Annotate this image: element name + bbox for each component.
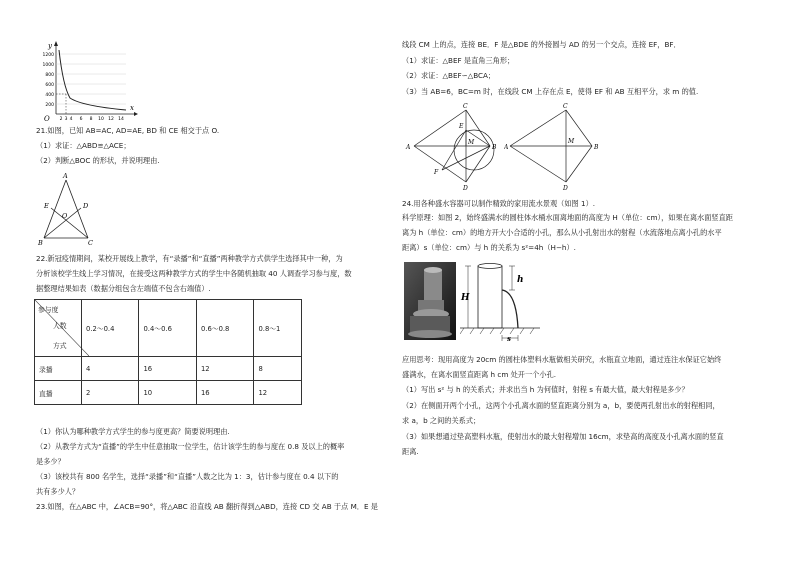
depth-h-label: h [517, 275, 524, 285]
q22-part3: （3）该校共有 800 名学生，选择“录播”和“直播”人数之比为 1：3，估计参与度在 0.4 以下的 [36, 472, 339, 481]
point-label: D [563, 185, 568, 192]
point-label: E [44, 202, 49, 210]
table-cell: 16 [196, 381, 253, 405]
q23-line: 23.如图，在△ABC 中，∠ACB=90°，将△ABC 沿直线 AB 翻折得到△ABD，连接 CD 交 AB 于点 M．E 是 [36, 502, 378, 511]
table-cell: 16 [139, 357, 196, 381]
x-tick-label: 10 [98, 117, 104, 122]
point-label: B [492, 144, 497, 151]
x-tick-label: 4 [69, 117, 73, 122]
q21-part1: （1）求证：△ABD≌△ACE； [36, 141, 131, 150]
q24-line: 科学原理：如图 2，始终盛满水的圆柱体水桶水面离地面的高度为 H（单位：cm），如果在离水面竖直距 [402, 213, 733, 222]
water-feature-photo [404, 262, 456, 340]
range-s-label: s [507, 334, 511, 342]
table-header-row [35, 300, 302, 357]
y-tick-label: 200 [45, 103, 54, 108]
point-label: D [83, 202, 89, 210]
q22-line: 22.新冠疫情期间，某校开展线上教学，有“录播”和“直播”两种教学方式供学生选择其中一种，为 [36, 254, 343, 263]
table-cell: 4 [82, 357, 139, 381]
x-tick-label: 8 [89, 117, 93, 122]
corner-label-count: 人数 [53, 322, 67, 330]
corner-label-participation: 参与度 [38, 306, 59, 314]
table-cell: 10 [139, 381, 196, 405]
table-cell: 12 [254, 381, 302, 405]
q24-line: 距离）s（单位：cm）与 h 的关系为 s²=4h（H−h）. [402, 243, 576, 252]
q23-part1: （1）求证：△BEF 是直角三角形； [402, 56, 515, 65]
geometry-figure-q23-rhombus [504, 100, 604, 192]
y-tick-label: 1000 [42, 63, 54, 68]
survey-table [34, 299, 302, 405]
corner-label-method: 方式 [53, 342, 67, 350]
q23-part3: （3）当 AB=6，BC=m 时，在线段 CM 上存在点 E，使得 EF 和 AB 互相平分，求 m 的值. [402, 87, 699, 96]
inverse-function-graph [30, 40, 140, 122]
q24-application: 应用思考：现用高度为 20cm 的圆柱体塑料水瓶做相关研究，水瓶直立地面，通过连注水保证它始终 [402, 355, 722, 364]
point-label: E [459, 123, 464, 130]
point-label: O [62, 212, 68, 220]
q24-line: 24.用各种盛水容器可以制作精致的家用流水景观（如图 1）. [402, 199, 596, 208]
point-label: D [463, 185, 468, 192]
height-H-label: H [461, 293, 470, 303]
point-label: C [88, 239, 93, 246]
table-header: 0.8～1 [254, 300, 302, 357]
triangle-figure-q21 [36, 172, 96, 246]
table-cell: 12 [196, 357, 253, 381]
graph-x-label: x [130, 104, 134, 112]
table-header: 0.6～0.8 [196, 300, 253, 357]
point-label: M [468, 139, 475, 146]
q24-part3-cont: 距离. [402, 447, 419, 456]
table-header: 0.4～0.6 [139, 300, 196, 357]
point-label: A [504, 144, 509, 151]
table-cell: 2 [82, 381, 139, 405]
q21-line: 21.如图，已知 AB=AC, AD=AE, BD 和 CE 相交于点 O. [36, 126, 220, 135]
graph-origin: O [44, 115, 50, 122]
table-row [35, 381, 302, 405]
y-tick-label: 600 [45, 83, 54, 88]
x-tick-label: 14 [118, 117, 124, 122]
cylinder-water-diagram [460, 262, 560, 342]
point-label: C [463, 103, 468, 110]
point-label: B [594, 144, 599, 151]
x-tick-label: 3 [64, 117, 68, 122]
q23-line: 线段 CM 上的点，连接 BE．F 是△BDE 的外接圆与 AD 的另一个交点，连接 EF，BF． [402, 40, 681, 49]
point-label: A [406, 144, 411, 151]
q24-line: 离为 h（单位：cm）的地方开大小合适的小孔，那么从小孔射出水的射程（水流落地点离小孔的水平 [402, 228, 722, 237]
point-label: B [38, 239, 43, 246]
q22-part1: （1）你认为哪种教学方式学生的参与度更高？简要说明理由. [36, 427, 230, 436]
x-tick-label: 12 [108, 117, 114, 122]
point-label: C [563, 103, 568, 110]
point-label: M [568, 138, 575, 145]
q22-part3-cont: 共有多少人？ [36, 487, 80, 496]
q23-part2: （2）求证：△BEF∽△BCA； [402, 71, 496, 80]
table-row [35, 357, 302, 381]
row-label: 直播 [35, 381, 82, 405]
point-label: A [63, 172, 68, 180]
q24-part3: （3）如果想通过垫高塑料水瓶，使射出水的最大射程增加 16cm，求垫高的高度及小孔离水面的竖直 [402, 432, 724, 441]
y-tick-label: 400 [45, 93, 54, 98]
table-header: 0.2～0.4 [82, 300, 139, 357]
table-corner-cell [35, 300, 82, 357]
q24-application: 盛满水，在离水面竖直距离 h cm 处开一个小孔. [402, 370, 557, 379]
y-tick-label: 1200 [42, 53, 54, 58]
graph-y-label: y [48, 42, 52, 50]
q24-part2-cont: 求 a，b 之间的关系式； [402, 416, 481, 425]
row-label: 录播 [35, 357, 82, 381]
q22-line: 据整理结果如表（数据分组包含左端值不包含右端值）. [36, 284, 211, 293]
q22-part2-cont: 是多少？ [36, 457, 65, 466]
y-tick-label: 800 [45, 73, 54, 78]
q22-line: 分析该校学生线上学习情况，在接受这两种教学方式的学生中各随机抽取 40 人调查学习参与度，数 [36, 269, 352, 278]
x-tick-label: 6 [79, 117, 83, 122]
q22-part2: （2）从教学方式为“直播”的学生中任意抽取一位学生，估计该学生的参与度在 0.8 及以上的概率 [36, 442, 345, 451]
q21-part2: （2）判断△BOC 的形状，并说明理由. [36, 156, 160, 165]
x-tick-label: 2 [59, 117, 63, 122]
q24-part1: （1）写出 s² 与 h 的关系式；并求出当 h 为何值时，射程 s 有最大值，最大射程是多少？ [402, 385, 689, 394]
geometry-figure-q23-circle [404, 100, 516, 192]
point-label: F [434, 169, 439, 176]
q24-part2: （2）在侧面开两个小孔，这两个小孔离水面的竖直距离分别为 a，b，要使两孔射出水的射程相同， [402, 401, 720, 410]
table-cell: 8 [254, 357, 302, 381]
